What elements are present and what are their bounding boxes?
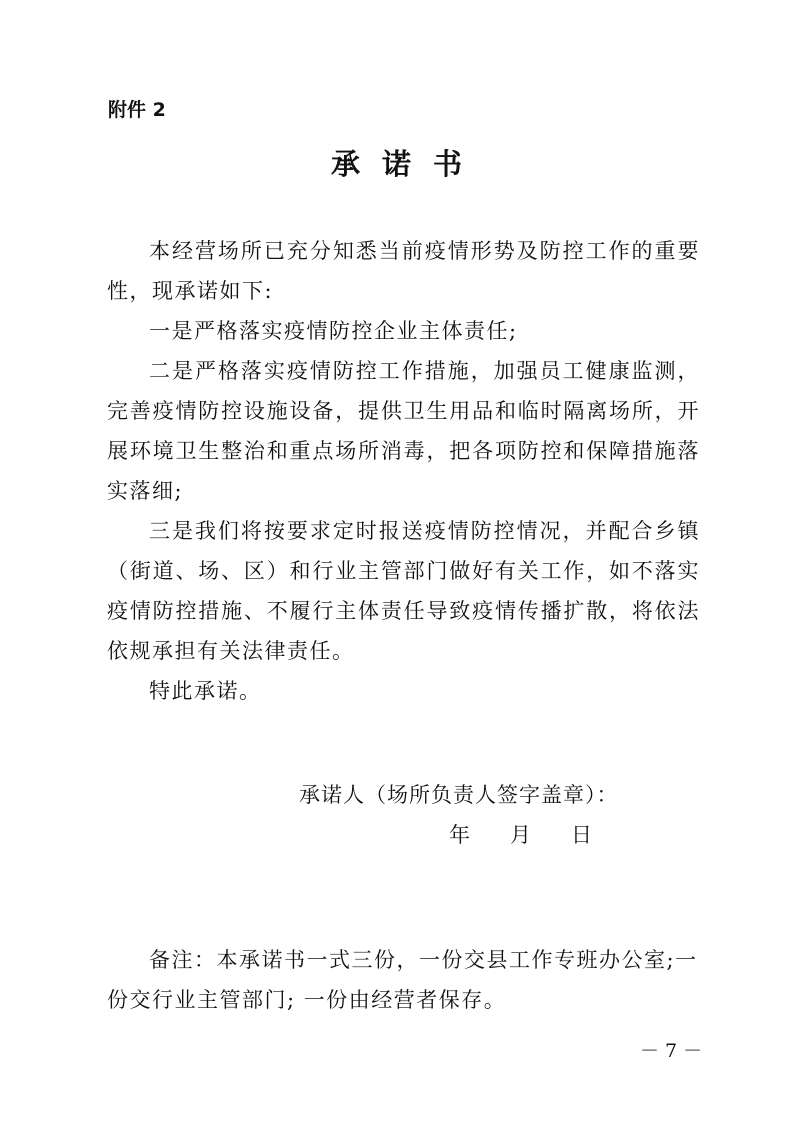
- date-year-label: 年: [449, 823, 470, 847]
- document-title: 承诺书: [330, 147, 484, 181]
- body-paragraph-intro: 本经营场所已充分知悉当前疫情形势及防控工作的重要性，现承诺如下:: [107, 239, 700, 303]
- date-day-label: 日: [571, 823, 592, 847]
- body-paragraph-item-1: 一是严格落实疫情防控企业主体责任;: [149, 319, 518, 343]
- body-paragraph-item-2: 二是严格落实疫情防控工作措施，加强员工健康监测，完善疫情防控设施设备，提供卫生用品和临时隔离场所，开展环境卫生整治和重点场所消毒，把各项防控和保障措施落实落细;: [107, 359, 700, 503]
- document-body: [107, 231, 700, 711]
- signature-date: [449, 820, 592, 850]
- remarks-text: 备注：本承诺书一式三份，一份交县工作专班办公室;一份交行业主管部门; 一份由经营者保存。: [107, 948, 698, 1012]
- body-paragraph-closing: 特此承诺。: [149, 679, 262, 703]
- attachment-label: 附件 2: [108, 99, 166, 121]
- remarks: [107, 940, 700, 1020]
- date-month-label: 月: [510, 823, 531, 847]
- page-number: － 7 －: [640, 1040, 703, 1062]
- body-paragraph-item-3: 三是我们将按要求定时报送疫情防控情况，并配合乡镇（街道、场、区）和行业主管部门做好有关工作，如不落实疫情防控措施、不履行主体责任导致疫情传播扩散，将依法依规承担有关法律责任。: [107, 519, 700, 663]
- signature-label: 承诺人（场所负责人签字盖章）：: [299, 783, 619, 807]
